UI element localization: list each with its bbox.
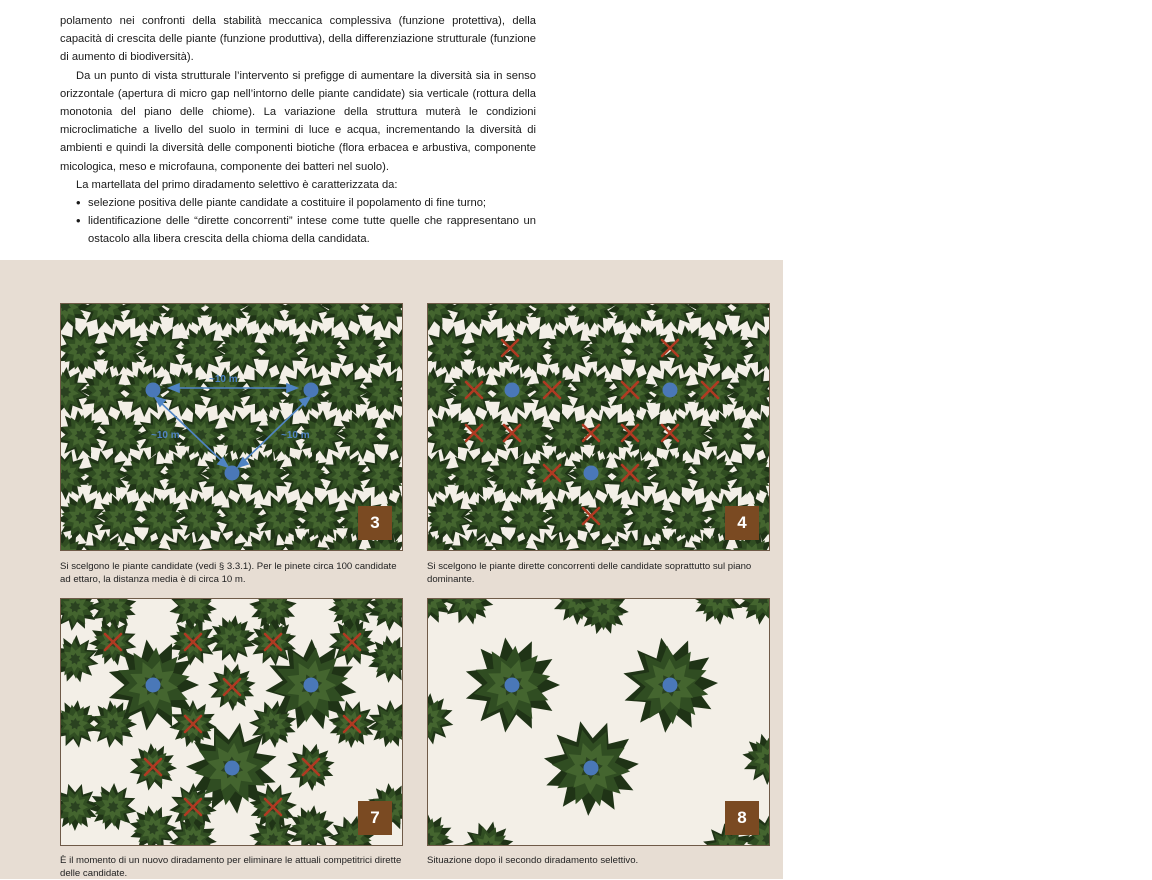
candidate-dot xyxy=(584,761,599,776)
bullet-item-1: • selezione positiva delle piante candidate a costituire il popolamento di fine turno; xyxy=(88,194,536,212)
candidate-dot xyxy=(663,383,678,398)
tree-crown xyxy=(139,550,151,551)
tree-crown xyxy=(506,550,518,551)
canopy-grid xyxy=(428,599,770,846)
distance-label-top: ~10 m xyxy=(209,374,238,385)
bullet-list xyxy=(60,194,536,249)
tree-crown xyxy=(706,550,718,551)
paragraph-1: polamento nei confronti della stabilità meccanica complessiva (funzione protettiva), della capacità di crescita delle piante (funzione produttiva), della differenziazione strutturale (funzione di aumento di biodiversità). xyxy=(60,15,536,64)
tree-crown xyxy=(219,550,231,551)
distance-label-right: ~10 m xyxy=(281,430,310,441)
tree-crown xyxy=(746,550,758,551)
tree-crown xyxy=(179,550,191,551)
candidate-dot xyxy=(225,466,240,481)
candidate-dot xyxy=(225,761,240,776)
figure-7-illustration xyxy=(61,599,403,846)
figure-4 xyxy=(427,303,770,551)
candidate-dot xyxy=(304,383,319,398)
candidate-dot xyxy=(146,678,161,693)
figure-8-illustration xyxy=(428,599,770,846)
figure-4-caption: Si scelgono le piante dirette concorrenti delle candidate soprattutto sul piano dominante. xyxy=(427,561,752,585)
figure-number-badge: 8 xyxy=(725,801,759,835)
canopy-grid xyxy=(61,304,403,551)
candidate-dot xyxy=(505,678,520,693)
body-text xyxy=(60,12,536,249)
figure-3-caption: Si scelgono le piante candidate (vedi § 3.3.1). Per le pinete circa 100 candidate ad ettaro, la distanza media è di circa 10 m. xyxy=(60,561,397,585)
tree-crown xyxy=(339,550,351,551)
tree-crown xyxy=(379,550,391,551)
figure-3-illustration xyxy=(61,304,403,551)
figure-number-badge: 4 xyxy=(725,506,759,540)
paragraph-2: Da un punto di vista strutturale l’intervento si prefigge di aumentare la diversità sia in senso orizzontale (apertura di micro gap nell’intorno delle piante candidate) sia verticale (rottura della monotonia del piano delle chiome). La variazione della struttura muterà le condizioni microclimatiche a livello del suolo in termini di luce e acqua, incrementando la diversità di ambienti e quindi la diversità delle componenti biotiche (flora erbacea e arbustiva, componente micologica, meso e microfauna, componente dei batteri nel suolo). xyxy=(60,69,536,173)
bullet-item-2: • lidentificazione delle “dirette concorrenti” intese come tutte quelle che rappresentano un ostacolo alla libera crescita della chioma della candidata. xyxy=(88,212,536,248)
distance-label-left: ~10 m xyxy=(151,430,180,441)
candidate-dot xyxy=(505,383,520,398)
figure-4-illustration xyxy=(428,304,770,551)
figure-8-caption: Situazione dopo il secondo diradamento selettivo. xyxy=(427,855,639,866)
paragraph-3: La martellata del primo diradamento selettivo è caratterizzata da: xyxy=(76,178,398,191)
candidate-dot xyxy=(584,466,599,481)
figure-7 xyxy=(60,598,403,846)
candidate-dot xyxy=(146,383,161,398)
candidate-dot xyxy=(304,678,319,693)
figure-8 xyxy=(427,598,770,846)
tree-crown xyxy=(586,550,598,551)
figure-3 xyxy=(60,303,403,551)
figure-7-caption: È il momento di un nuovo diradamento per eliminare le attuali competitrici dirette delle candidate. xyxy=(60,855,402,879)
tree-crown xyxy=(546,550,558,551)
figure-number-badge: 3 xyxy=(358,506,392,540)
figure-number-badge: 7 xyxy=(358,801,392,835)
candidate-dot xyxy=(663,678,678,693)
